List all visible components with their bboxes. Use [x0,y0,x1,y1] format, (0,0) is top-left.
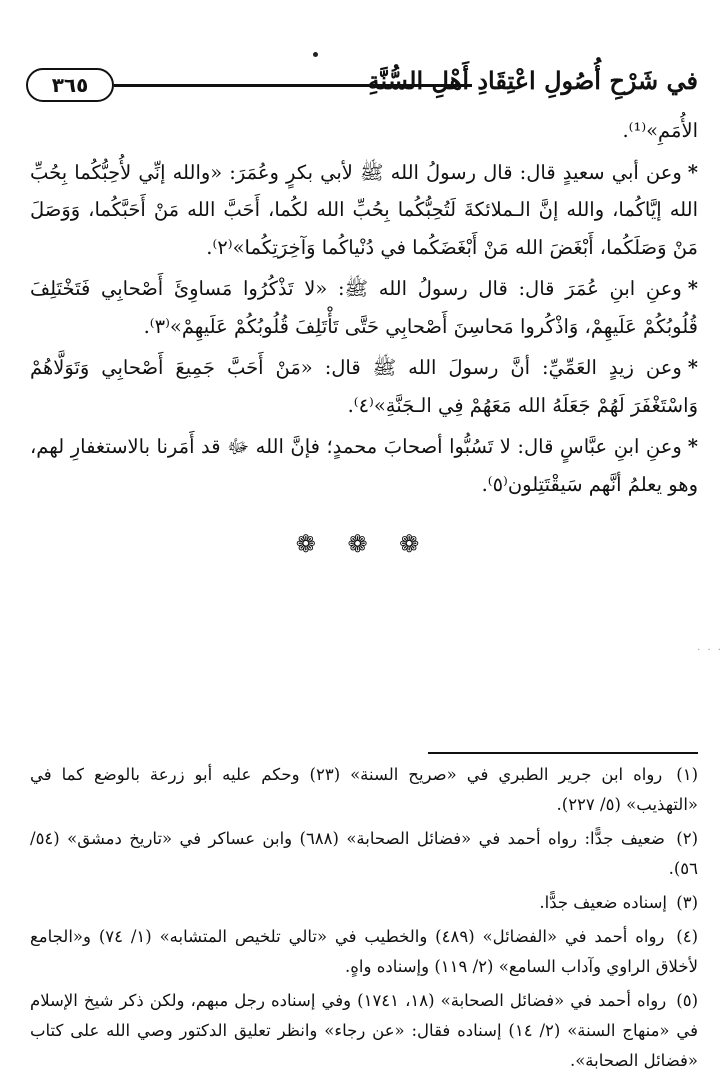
hadith-paragraph-2 [30,270,698,345]
footnote-number: (٢) [676,829,698,848]
paragraph-text: وعن أبي سعيدٍ قال: قال رسولُ الله ﷺ لأبي بكرٍ وعُمَرَ: «والله إنِّي لأُحِبُّكُما بِحُبِّ الله إيَّاكُما، والله إنَّ الـملائكةَ لَتُحِبُّكُما بِحُبِّ الله لكُما، أَحَبَّ الله مَنْ أَحَبَّكُما، وَوَصَلَ مَنْ وَصَلَكُما، أَبْغَضَ الله مَنْ أَبْغَضَكُما في دُنْياكُما وَآخِرَتِكُما»⁽٢⁾. [30,160,698,259]
paragraph-text: وعنِ ابنِ عبَّاسٍ قال: لا تَسُبُّوا أصحابَ محمدٍ؛ فإنَّ الله ﷻ قد أَمَرنا بالاستغفارِ لهم، وهو يعلمُ أنَّهم سَيقْتَتِلون⁽٥⁾. [30,435,698,496]
page-number: ٣٦٥ [26,68,114,102]
star-marker: * [687,160,698,184]
footnote-text: ضعيف جدًّا: رواه أحمد في «فضائل الصحابة» (٦٨٨) وابن عساكر في «تاريخ دمشق» (٥٤/ ٥٦). [30,829,698,878]
footnote-text: إسناده ضعيف جدًّا. [539,893,667,912]
hadith-paragraph-1 [30,154,698,267]
star-marker: * [687,356,698,379]
ink-mark [313,52,318,57]
footnote-number: (١) [676,765,698,784]
continued-line: الأُمَمِ»⁽¹⁾. [622,119,698,142]
paragraph-text: وعنِ ابنِ عُمَرَ قال: قال رسولُ الله ﷺ: «لا تَذْكُرُوا مَساوِئَ أَصْحابِي فَتَخْتَلِفَ قُلُوبُكُمْ عَلَيهِمْ، وَاذْكُروا مَحاسِنَ أَصْحابِي حَتَّى تَأْتَلِفَ قُلُوبُكُمْ عَلَيهِمْ»⁽٣⁾. [30,277,698,338]
section-ornament: ❁ ❁ ❁ [295,530,432,558]
star-marker: * [687,435,698,458]
footnote-text: رواه أحمد في «فضائل الصحابة» (١٨، ١٧٤١) وفي إسناده رجل مبهم، ولكن ذكر شيخ الإسلام في «منهاج السنة» (٢/ ١٤) إسناده فقال: «عن رجاء» وانظر تعليق الدكتور وصي الله على كتاب «فضائل الصحابة». [30,991,698,1070]
footnote-separator [428,752,698,754]
footnote-text: رواه ابن جرير الطبري في «صريح السنة» (٢٣) وحكم عليه أبو زرعة بالوضع كما في «التهذيب» (٥/ ٢٢٧). [30,765,698,814]
footnote-1 [30,760,698,820]
footnote-text: رواه أحمد في «الفضائل» (٤٨٩) والخطيب في «تالي تلخيص المتشابه» (١/ ٧٤) و«الجامع لأخلاق الراوي وآداب السامع» (٢/ ١١٩) وإسناده واهٍ. [30,927,698,976]
hadith-paragraph-4 [30,428,698,503]
hadith-paragraph-3 [30,349,698,424]
page-header [26,66,698,110]
footnote-3 [30,888,698,918]
running-title: في شَرْحِ أُصُولِ اعْتِقَادِ أَهْلِ السُّنَّةِ [367,66,698,95]
footnote-5 [30,986,698,1076]
footnote-number: (٥) [676,991,698,1010]
footnotes [30,760,698,1080]
footnote-4 [30,922,698,982]
paragraph-text: وعن زيدٍ العَمِّيِّ: أنَّ رسولَ الله ﷺ قال: «مَنْ أَحَبَّ جَمِيعَ أَصْحابِي وَتَوَلَّاهُمْ وَاسْتَغْفَرَ لَهُمْ جَعَلَهُ الله مَعَهُمْ فِي الـجَنَّةِ»⁽٤⁾. [30,356,698,417]
main-text [30,112,698,507]
margin-speckle: · · · [697,645,723,656]
star-marker: * [687,277,698,300]
footnote-2 [30,824,698,884]
footnote-number: (٤) [676,927,699,946]
footnote-number: (٣) [676,893,698,912]
